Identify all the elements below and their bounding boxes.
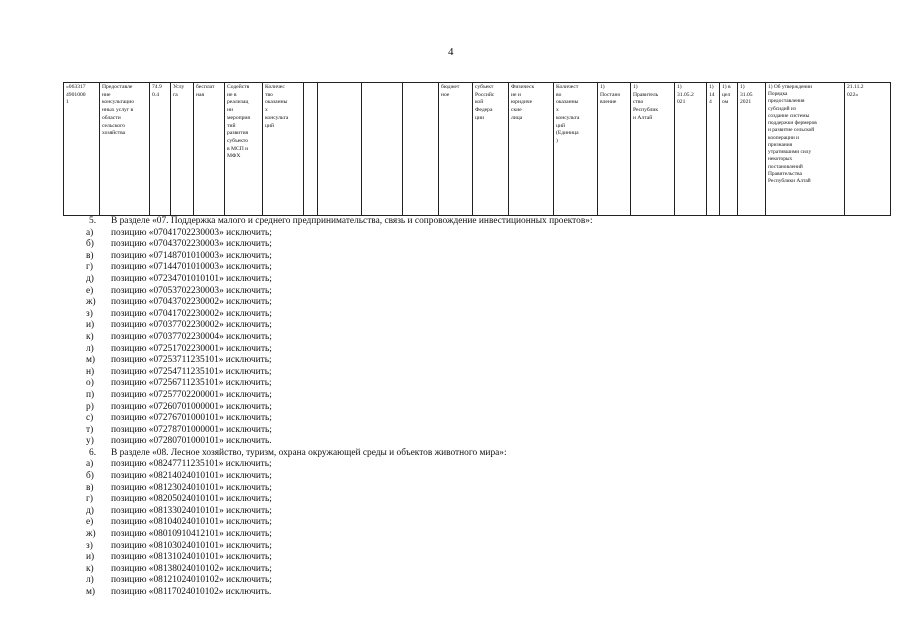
item-letter: р) [86, 401, 94, 412]
item-letter: в) [86, 482, 94, 493]
item-text: позицию «08117024010102» исключить. [111, 587, 272, 597]
item-text: позицию «07257702200001» исключить; [111, 389, 272, 400]
list-item [86, 390, 846, 402]
registry-table [63, 82, 891, 216]
item-letter: к) [86, 331, 94, 342]
item-letter: ж) [86, 297, 96, 308]
table-cell: бесплат ная [194, 83, 225, 216]
list-item [86, 367, 846, 379]
table-cell: бюджет ное [439, 83, 473, 216]
item-text: позицию «07037702230004» исключить; [111, 331, 272, 342]
item-letter: б) [86, 239, 94, 250]
table-cell: «063317 4901000 1 [64, 83, 100, 216]
item-text: позицию «08247711235101» исключить; [111, 459, 272, 470]
item-text: позицию «08103024010101» исключить; [111, 540, 272, 551]
table-cell [304, 83, 318, 216]
list-item [86, 517, 846, 529]
table-cell: 21.11.2 022» [845, 83, 891, 216]
item-letter: п) [86, 389, 95, 400]
item-text: позицию «08133024010101» исключить; [111, 505, 272, 516]
item-letter: о) [86, 378, 94, 389]
item-text: позицию «07260701000001» исключить; [111, 401, 272, 412]
table-cell: 1) 31.05 2021 [738, 83, 766, 216]
item-text: позицию «07253711235101» исключить; [111, 355, 272, 366]
item-letter: м) [86, 355, 96, 366]
item-text: позицию «07053702230003» исключить; [111, 285, 272, 296]
section-heading-text: В разделе «08. Лесное хозяйство, туризм, охрана окружающей среды и объектов животного мира»: [111, 447, 507, 458]
item-text: позицию «07280701000101» исключить. [111, 436, 272, 447]
item-letter: а) [86, 227, 94, 238]
table-cell: 1) в цел ом [720, 83, 738, 216]
item-letter: н) [86, 366, 95, 377]
item-text: позицию «08104024010101» исключить; [111, 517, 272, 528]
item-letter: а) [86, 459, 94, 470]
item-text: позицию «08121024010102» исключить; [111, 575, 272, 586]
item-text: позицию «07041702230002» исключить; [111, 308, 272, 319]
item-letter: л) [86, 575, 94, 586]
item-letter: з) [86, 540, 93, 551]
list-item [86, 552, 846, 564]
item-letter: у) [86, 436, 94, 447]
list-item [86, 274, 846, 286]
section-number: 6. [89, 447, 97, 458]
list-item [86, 320, 846, 332]
section-items [86, 459, 846, 598]
item-letter: с) [86, 413, 94, 424]
item-letter: к) [86, 563, 94, 574]
table-cell [403, 83, 439, 216]
list-item [86, 541, 846, 553]
item-text: позицию «07254711235101» исключить; [111, 366, 272, 377]
table-cell: 1) 14 4 [707, 83, 720, 216]
list-item [86, 344, 846, 356]
item-letter: и) [86, 552, 95, 563]
list-item [86, 587, 846, 599]
page-number: 4 [448, 46, 454, 58]
item-text: позицию «08123024010101» исключить; [111, 482, 272, 493]
table-cell: Количест во оказанны х консульта ций (Единица ) [554, 83, 598, 216]
item-text: позицию «07256711235101» исключить; [111, 378, 272, 389]
section-heading [86, 216, 846, 228]
item-text: позицию «07037702230002» исключить; [111, 320, 272, 331]
list-item [86, 228, 846, 240]
list-item [86, 378, 846, 390]
item-text: позицию «07234701010101» исключить; [111, 273, 272, 284]
item-letter: л) [86, 343, 94, 354]
table-cell: Содейств ие в реализац ии мероприя тий развития субъекто в МСП и МФХ [225, 83, 263, 216]
list-item [86, 297, 846, 309]
item-text: позицию «08138024010102» исключить; [111, 563, 272, 574]
list-item [86, 355, 846, 367]
item-text: позицию «08205024010101» исключить; [111, 494, 272, 505]
item-letter: в) [86, 250, 94, 261]
list-item [86, 575, 846, 587]
section-heading-text: В разделе «07. Поддержка малого и среднего предпринимательства, связь и сопровождение инвестиционных проектов»: [111, 216, 593, 226]
item-text: позицию «08010910412101» исключить; [111, 529, 272, 540]
item-text: позицию «07276701000101» исключить; [111, 413, 272, 424]
item-letter: д) [86, 273, 94, 284]
item-letter: б) [86, 471, 94, 482]
list-item [86, 402, 846, 414]
list-item [86, 564, 846, 576]
list-item [86, 239, 846, 251]
item-letter: ж) [86, 529, 96, 540]
list-item [86, 286, 846, 298]
list-item [86, 529, 846, 541]
item-letter: е) [86, 517, 94, 528]
table-cell: субъект Российс кой Федера ции [473, 83, 509, 216]
list-item [86, 332, 846, 344]
item-text: позицию «07144701010003» исключить; [111, 262, 272, 273]
item-text: позицию «07278701000001» исключить; [111, 424, 272, 435]
item-letter: г) [86, 262, 93, 273]
item-text: позицию «08131024010101» исключить; [111, 552, 272, 563]
table-row [64, 83, 891, 216]
list-item [86, 436, 846, 448]
item-text: позицию «08214024010101» исключить; [111, 471, 272, 482]
item-letter: д) [86, 505, 94, 516]
table-cell: Предоставле ние консультацио нных услуг в области сельского хозяйства [100, 83, 150, 216]
table-cell: 1) Правитель ство Республик и Алтай [631, 83, 675, 216]
table-cell: 74.9 0.4 [150, 83, 171, 216]
item-letter: з) [86, 308, 93, 319]
item-text: позицию «07148701010003» исключить; [111, 250, 272, 261]
section-heading [86, 448, 846, 460]
item-text: позицию «07251702230001» исключить; [111, 343, 272, 354]
item-text: позицию «07043702230003» исключить; [111, 239, 272, 250]
table-cell: Количес тво оказанны х консульта ций [263, 83, 304, 216]
table-cell [318, 83, 362, 216]
table-cell [362, 83, 403, 216]
item-letter: и) [86, 320, 95, 331]
list-item [86, 425, 846, 437]
table-cell: 1) Постано вление [598, 83, 631, 216]
list-item [86, 483, 846, 495]
list-item [86, 251, 846, 263]
list-item [86, 413, 846, 425]
list-item [86, 309, 846, 321]
list-item [86, 506, 846, 518]
amendments-list [86, 216, 846, 599]
list-item [86, 494, 846, 506]
item-letter: м) [86, 587, 96, 597]
list-item [86, 262, 846, 274]
table-cell: Физическ ие и юридиче ские лица [509, 83, 554, 216]
section-items [86, 228, 846, 448]
item-letter: г) [86, 494, 93, 505]
list-item [86, 459, 846, 471]
table-cell: Услу га [171, 83, 194, 216]
item-text: позицию «07041702230003» исключить; [111, 227, 272, 238]
table-cell: 1) 31.05.2 021 [675, 83, 707, 216]
section-number: 5. [89, 216, 97, 226]
item-text: позицию «07043702230002» исключить; [111, 297, 272, 308]
item-letter: т) [86, 424, 94, 435]
item-letter: е) [86, 285, 94, 296]
list-item [86, 471, 846, 483]
table-cell: 1) Об утверждении Порядка предоставления субсидий из создание системы поддержки фермеров и развитие сельской кооперации и признания утратившими силу некоторых постановлений Правительства Республики Алтай [766, 83, 845, 216]
